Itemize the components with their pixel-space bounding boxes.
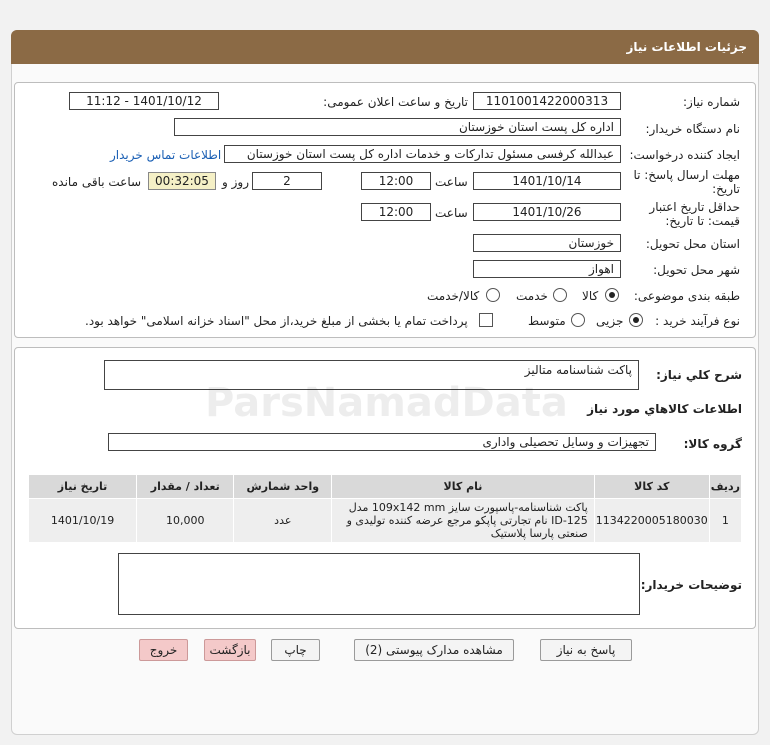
validity-label: حداقل تاریخ اعتبار: [649, 200, 740, 214]
summary-label: شرح کلي نياز:: [656, 368, 742, 382]
category-radio-goods[interactable]: [605, 288, 619, 302]
buyer-notes-label: توضیحات خریدار:: [640, 578, 742, 592]
back-button[interactable]: بازگشت: [204, 639, 256, 661]
buyer-contact-link[interactable]: اطلاعات تماس خریدار: [110, 148, 222, 162]
attachments-button[interactable]: مشاهده مدارک پیوستی (2): [354, 639, 514, 661]
col-name: نام کالا: [332, 475, 595, 499]
category-label: طبقه بندی موضوعی:: [633, 289, 740, 303]
category-option-goods: کالا: [582, 289, 599, 303]
need-number-field: 1101001422000313: [473, 92, 621, 110]
goods-code: 1134220005180030: [594, 499, 709, 543]
treasury-payment-note: پرداخت تمام یا بخشی از مبلغ خرید،از محل "اسناد خزانه اسلامی" خواهد بود.: [85, 314, 468, 328]
need-number-label: شماره نیاز:: [683, 95, 740, 109]
validity-time-field: 12:00: [361, 203, 431, 221]
page-title: جزئیات اطلاعات نیاز: [11, 30, 759, 64]
buyer-org-label: نام دستگاه خریدار:: [645, 122, 740, 136]
announce-label: تاریخ و ساعت اعلان عمومی:: [323, 95, 468, 109]
deadline-time-label: ساعت: [435, 175, 468, 189]
category-option-goods-service: کالا/خدمت: [427, 289, 480, 303]
need-date: 1401/10/19: [29, 499, 137, 543]
col-date: تاریخ نیاز: [29, 475, 137, 499]
validity-date-field: 1401/10/26: [473, 203, 621, 221]
exit-button[interactable]: خروج: [139, 639, 188, 661]
requester-label: ایجاد کننده درخواست:: [629, 148, 740, 162]
row-number: 1: [709, 499, 741, 543]
buyer-notes-field: [118, 553, 640, 615]
goods-unit: عدد: [234, 499, 332, 543]
remaining-time-field: 00:32:05: [148, 172, 216, 190]
deadline-label-2: تاریخ:: [712, 182, 740, 196]
process-option-medium: متوسط: [528, 314, 566, 328]
deadline-label: مهلت ارسال پاسخ: تا: [633, 168, 740, 182]
col-qty: تعداد / مقدار: [137, 475, 234, 499]
buyer-org-field: اداره کل پست استان خوزستان: [174, 118, 621, 136]
city-label: شهر محل تحویل:: [653, 263, 740, 277]
announce-datetime-field: 1401/10/12 - 11:12: [69, 92, 219, 110]
goods-table: [28, 474, 742, 543]
process-radio-minor[interactable]: [629, 313, 643, 327]
category-radio-service[interactable]: [553, 288, 567, 302]
remaining-label: ساعت باقی مانده: [52, 175, 142, 189]
process-option-minor: جزیی: [596, 314, 624, 328]
treasury-payment-checkbox[interactable]: [479, 313, 493, 327]
days-label: روز و: [222, 175, 249, 189]
validity-time-label: ساعت: [435, 206, 468, 220]
goods-info-title: اطلاعات کالاهاي مورد نياز: [587, 402, 742, 416]
province-label: استان محل تحویل:: [645, 237, 740, 251]
category-option-service: خدمت: [516, 289, 548, 303]
col-row: ردیف: [709, 475, 741, 499]
print-button[interactable]: چاپ: [271, 639, 320, 661]
process-radio-medium[interactable]: [571, 313, 585, 327]
goods-table-header: [29, 475, 742, 499]
col-code: کد کالا: [594, 475, 709, 499]
category-radio-goods-service[interactable]: [486, 288, 500, 302]
deadline-date-field: 1401/10/14: [473, 172, 621, 190]
validity-label-2: قیمت: تا تاریخ:: [665, 214, 740, 228]
goods-group-label: گروه کالا:: [683, 437, 742, 451]
summary-field: پاکت شناسنامه متالیز: [104, 360, 639, 390]
reply-button[interactable]: پاسخ به نیاز: [540, 639, 632, 661]
requester-field: عبدالله کرفسی مسئول تدارکات و خدمات اداره کل پست استان خوزستان: [224, 145, 621, 163]
process-label: نوع فرآیند خرید :: [655, 314, 740, 328]
city-field: اهواز: [473, 260, 621, 278]
goods-qty: 10,000: [137, 499, 234, 543]
col-unit: واحد شمارش: [234, 475, 332, 499]
province-field: خوزستان: [473, 234, 621, 252]
deadline-time-field: 12:00: [361, 172, 431, 190]
days-field: 2: [252, 172, 322, 190]
table-row: [29, 499, 742, 543]
goods-name: پاکت شناسنامه-پاسپورت سایز 109x142 mm مدل ID-125 نام تجارتی پاپکو مرجع عرضه کننده تولیدی و صنعتی پارسا پلاستیک: [332, 499, 595, 543]
goods-group-field: تجهیزات و وسایل تحصیلی واداری: [108, 433, 656, 451]
